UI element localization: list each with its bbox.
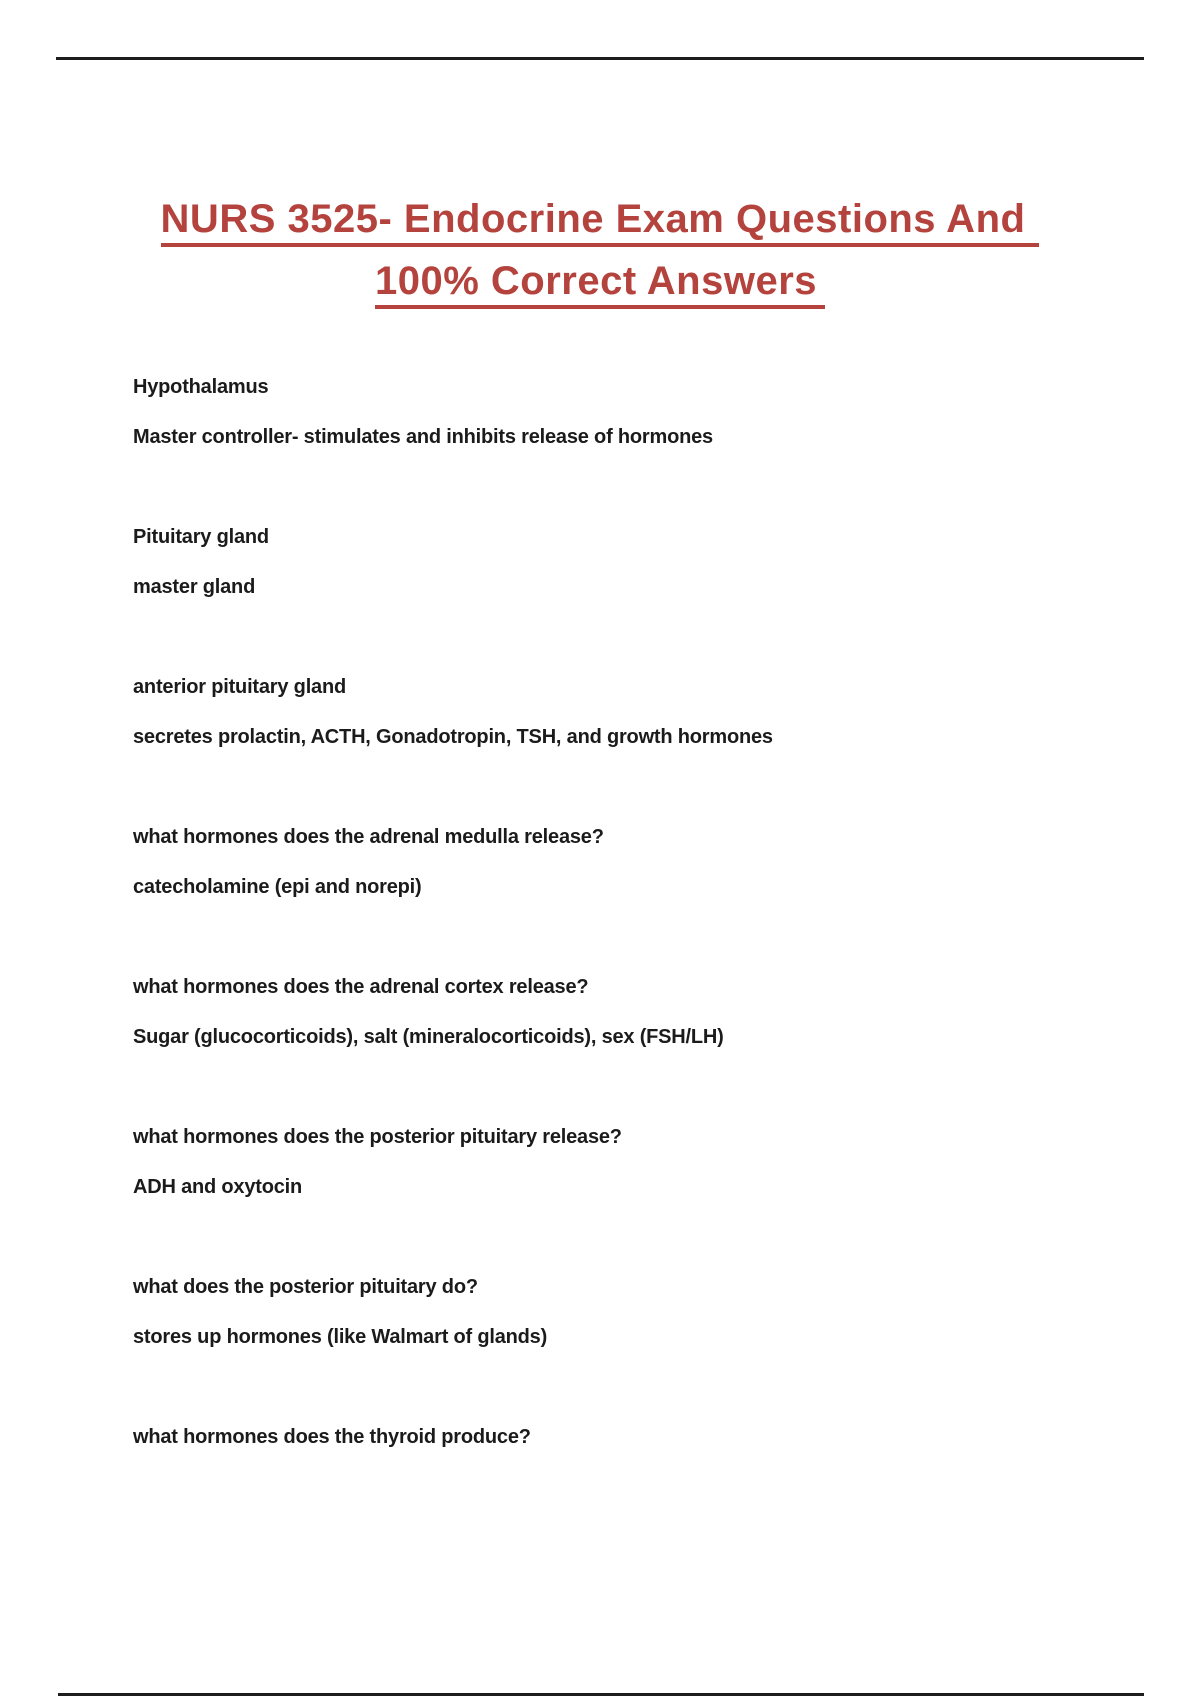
question-text: what hormones does the adrenal medulla release? bbox=[133, 826, 604, 848]
answer-text: ADH and oxytocin bbox=[133, 1176, 303, 1198]
document-title-line-2-wrap bbox=[0, 250, 1200, 312]
answer-text: catecholamine (epi and norepi) bbox=[133, 876, 422, 898]
top-rule bbox=[56, 57, 1144, 60]
answer-text: secretes prolactin, ACTH, Gonadotropin, TSH, and growth hormones bbox=[133, 726, 773, 748]
question-text: what hormones does the thyroid produce? bbox=[133, 1426, 531, 1448]
qa-block bbox=[133, 375, 1140, 449]
qa-block bbox=[133, 975, 1140, 1049]
qa-block bbox=[133, 825, 1140, 899]
document-title-line-2: 100% Correct Answers bbox=[375, 259, 825, 309]
question-text: Hypothalamus bbox=[133, 376, 269, 398]
answer-text: master gland bbox=[133, 576, 256, 598]
question-text: what does the posterior pituitary do? bbox=[133, 1276, 478, 1298]
bottom-rule bbox=[58, 1693, 1144, 1696]
qa-block bbox=[133, 525, 1140, 599]
document-title-line-1: NURS 3525- Endocrine Exam Questions And bbox=[161, 197, 1040, 247]
document-title-line-1-wrap bbox=[0, 188, 1200, 250]
question-text: what hormones does the posterior pituitary release? bbox=[133, 1126, 622, 1148]
question-text: Pituitary gland bbox=[133, 526, 269, 548]
answer-text: Sugar (glucocorticoids), salt (mineralocorticoids), sex (FSH/LH) bbox=[133, 1026, 724, 1048]
question-text: anterior pituitary gland bbox=[133, 676, 347, 698]
question-text: what hormones does the adrenal cortex release? bbox=[133, 976, 589, 998]
qa-block bbox=[133, 1275, 1140, 1349]
answer-text: stores up hormones (like Walmart of glands) bbox=[133, 1326, 548, 1348]
document-title bbox=[0, 188, 1200, 312]
answer-text: Master controller- stimulates and inhibits release of hormones bbox=[133, 426, 713, 448]
qa-block bbox=[133, 1425, 1140, 1475]
qa-block bbox=[133, 675, 1140, 749]
qa-block bbox=[133, 1125, 1140, 1199]
